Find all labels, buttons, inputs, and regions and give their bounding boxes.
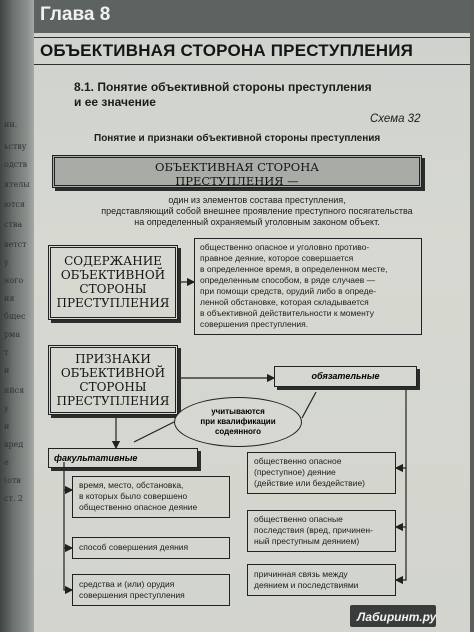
spine-line: у (4, 404, 9, 413)
ellipse-line: учитываются (211, 407, 265, 416)
ellipse-line: содеянного (214, 427, 262, 436)
optional-item-line: способ совершения деяния (79, 542, 189, 552)
definition-header-box (52, 155, 422, 188)
spine-line: вред (4, 440, 24, 449)
mandatory-item-box (247, 510, 396, 552)
signs-label-line: СТОРОНЫ (79, 380, 147, 394)
mandatory-item-line: причинная связь между (254, 569, 348, 579)
header-line: ПРЕСТУПЛЕНИЯ — (175, 174, 299, 188)
mandatory-branch-2 (396, 468, 406, 527)
content-line: в определенное время, в определенном месте, (200, 264, 388, 274)
mandatory-item-line: (преступное) деяние (254, 467, 336, 477)
content-line: при помощи средств, орудий либо в опреде- (200, 286, 377, 296)
spine-line: е (4, 458, 9, 467)
signs-label-line: ПРИЗНАКИ (75, 352, 151, 366)
optional-item-line: в которых было совершено (79, 491, 188, 501)
header-line: ОБЪЕКТИВНАЯ СТОРОНА (155, 160, 319, 174)
definition-text (92, 195, 422, 228)
spine-line: ветст (4, 240, 27, 249)
qualification-ellipse (174, 397, 302, 447)
content-description-box (194, 238, 422, 335)
mandatory-item-line: общественно опасные (254, 514, 343, 524)
content-label-box (48, 245, 178, 320)
spine-line: ийся (4, 386, 25, 395)
chapter-heading: Глава 8 (40, 4, 111, 25)
optional-item-line: совершения преступления (79, 590, 185, 600)
spine-line: ии. (4, 120, 18, 129)
mandatory-label-box (274, 366, 417, 387)
content-label-line: ОБЪЕКТИВНОЙ (60, 268, 166, 282)
previous-page-edge (0, 0, 34, 632)
spine-line: ются (4, 200, 25, 209)
mandatory-item-line: деянием и последствиями (254, 580, 359, 590)
mandatory-item-line: ный преступным деянием) (254, 536, 360, 546)
spine-line: одств (4, 160, 28, 169)
content-line: в объективной действительности к моменту (200, 308, 375, 318)
optional-branch-2 (64, 490, 72, 548)
content-line: правное деяние, которое совершается (200, 253, 354, 263)
section-line: 8.1. Понятие объективной стороны преступления (74, 80, 372, 94)
optional-branch-3 (64, 548, 72, 590)
optional-item-line: общественно опасное деяние (79, 502, 198, 512)
section-line: и ее значение (74, 95, 156, 109)
optional-item-line: средства и (или) орудия (79, 579, 175, 589)
mandatory-branch-3 (396, 527, 406, 580)
spine-line: у (4, 258, 9, 267)
ellipse-to-optional (134, 422, 174, 442)
signs-label-box (48, 345, 178, 415)
mandatory-item-line: общественно опасное (254, 456, 342, 466)
optional-label: факультативные (54, 453, 138, 463)
definition-line: на определенный охраняемый уголовным законом объект. (134, 217, 380, 227)
mandatory-item-box (247, 564, 396, 596)
spine-line: и (4, 422, 10, 431)
optional-label-box (48, 448, 198, 468)
spine-line: ст. 2 (4, 494, 24, 503)
spine-line: ятелы (4, 180, 30, 189)
content-line: ленной обстановке, которая складывается (200, 297, 369, 307)
spine-line: ия (4, 294, 15, 303)
content-label-line: СОДЕРЖАНИЕ (64, 254, 162, 268)
mandatory-item-line: последствия (вред, причинен- (254, 525, 373, 535)
definition-line: один из элементов состава преступления, (168, 195, 346, 205)
spine-line: т (4, 348, 9, 357)
spine-line: ства (4, 220, 23, 229)
mandatory-label: обязательные (311, 371, 380, 381)
spine-line: бщес (4, 312, 26, 321)
book-page (34, 0, 470, 632)
content-label-line: ПРЕСТУПЛЕНИЯ (56, 296, 170, 310)
content-label-line: СТОРОНЫ (79, 282, 147, 296)
definition-line: представляющий собой внешнее проявление преступного посягательства (101, 206, 413, 216)
content-line: определенным способом, в ряде случаев — (200, 275, 376, 285)
mandatory-item-line: (действие или бездействие) (254, 478, 366, 488)
page-title: ОБЪЕКТИВНАЯ СТОРОНА ПРЕСТУПЛЕНИЯ (40, 41, 414, 60)
spine-line: ного (4, 276, 24, 285)
signs-label-line: ПРЕСТУПЛЕНИЯ (56, 394, 170, 408)
scheme-number: Схема 32 (370, 113, 421, 125)
spine-line: ьству (4, 142, 27, 151)
ellipse-line: при квалификации (200, 417, 276, 426)
ellipse-to-mandatory (302, 392, 316, 418)
spine-line: (отв (4, 476, 21, 485)
content-line: совершения преступления. (200, 319, 309, 329)
content-line: общественно опасное и уголовно противо- (200, 242, 370, 252)
spine-line: и (4, 366, 10, 375)
mandatory-branch-1 (396, 387, 406, 468)
mandatory-item-box (247, 452, 396, 494)
optional-item-box (72, 537, 230, 559)
scheme-title: Понятие и признаки объективной стороны преступления (94, 133, 381, 144)
spine-line: рма (4, 330, 21, 339)
optional-item-box (72, 574, 230, 606)
optional-item-box (72, 476, 230, 518)
watermark-logo: Лабиринт.ру (357, 610, 437, 624)
optional-item-line: время, место, обстановка, (79, 480, 184, 490)
signs-label-line: ОБЪЕКТИВНОЙ (60, 366, 166, 380)
